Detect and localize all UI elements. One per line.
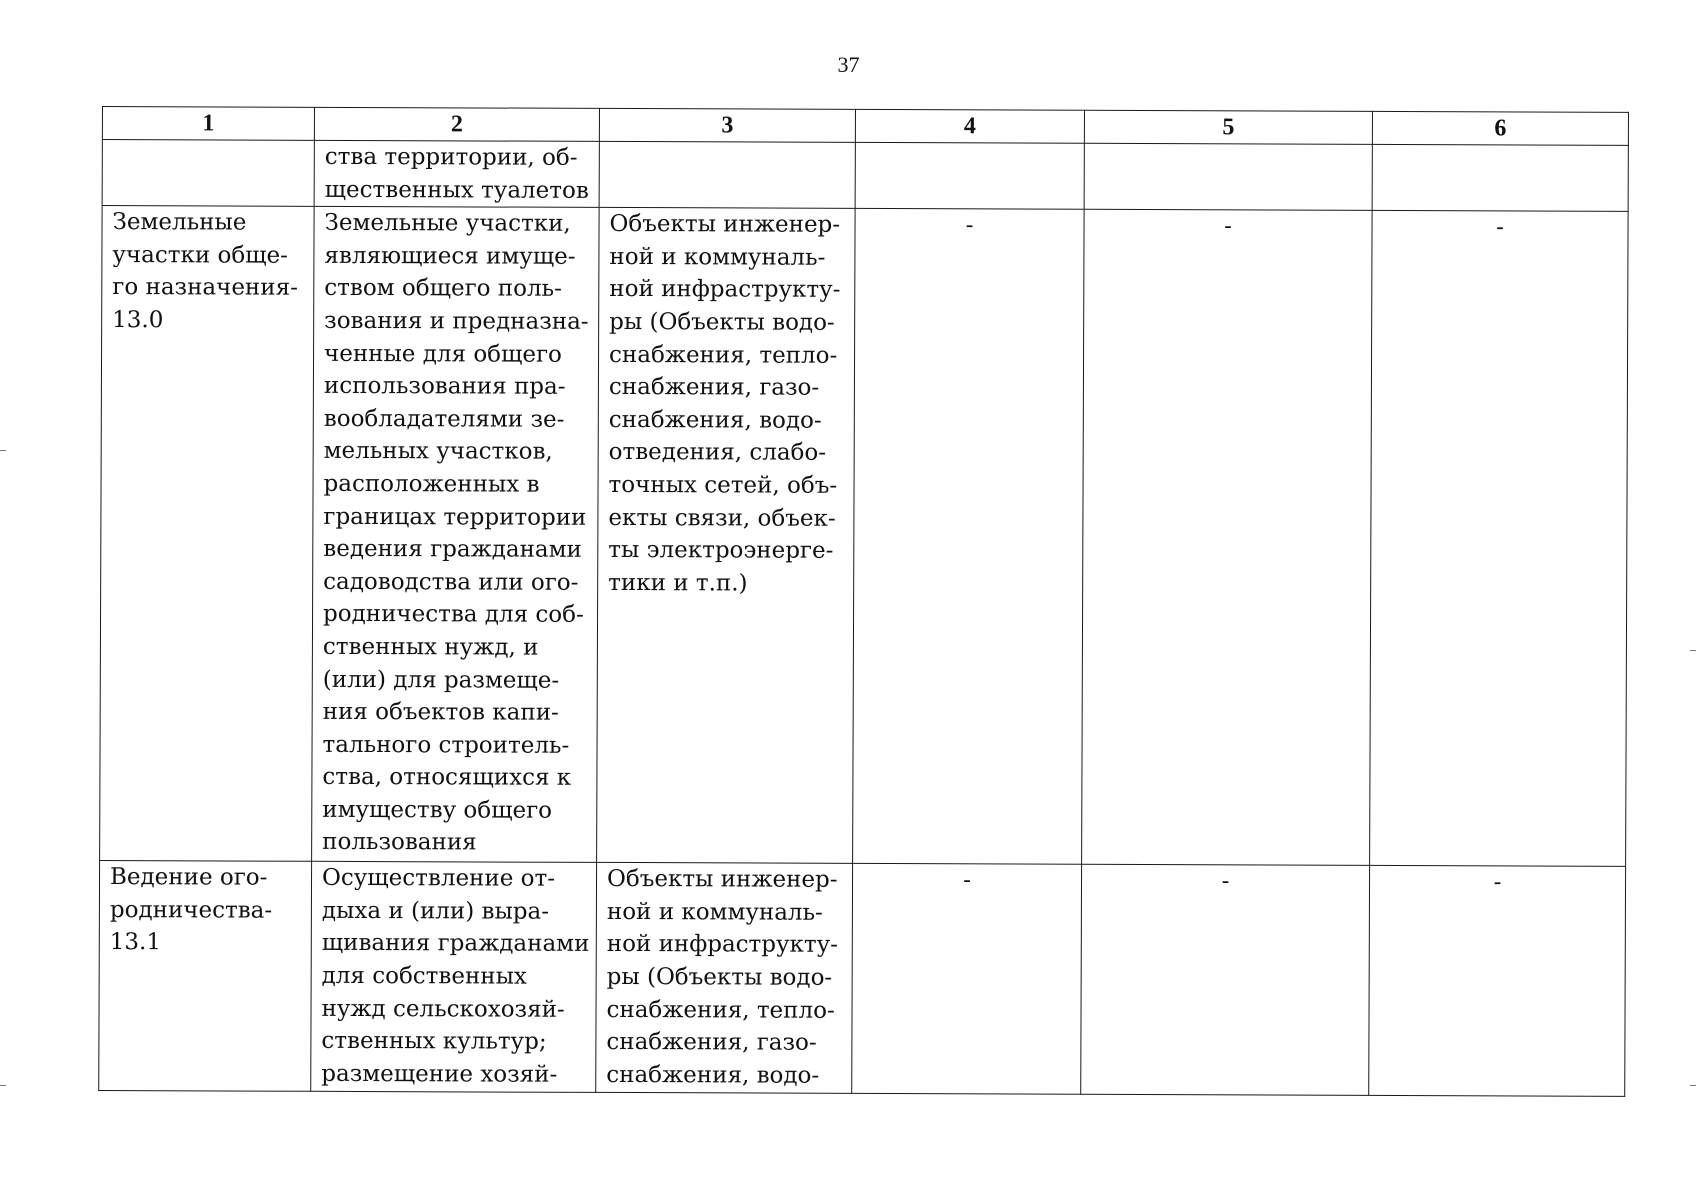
cell-text-line: снабжения, водо- [608, 406, 822, 434]
cell-text-line: Ведение ого- [109, 864, 268, 891]
cell-text-line: ственных культур; [321, 1028, 547, 1055]
cell-text-line: тики и т.п.) [608, 569, 748, 597]
cell-text-line: использования пра- [323, 373, 566, 400]
column-header-2: 2 [314, 107, 599, 141]
cell-col6: - [1369, 866, 1626, 1097]
cell-text-line: щественных туалетов [324, 176, 589, 204]
cell-text-line: снабжения, тепло- [606, 996, 835, 1024]
cell-text-line: екты связи, объек- [608, 504, 836, 532]
cell-text-line: родничества для соб- [323, 601, 584, 629]
cell-col5: - [1081, 864, 1370, 1095]
cell-text-line: Осуществление от- [321, 865, 556, 892]
cell-text-line: щивания гражданами [321, 930, 590, 958]
cell-text-line: имуществу общего [322, 796, 553, 824]
cell-text-line: ства территории, об- [324, 143, 578, 171]
cell-text-line: дыха и (или) выра- [321, 897, 550, 925]
land-use-table [98, 106, 1629, 1097]
cell-text-line: нужд сельскохозяй- [321, 995, 565, 1023]
cell-text-line: ством общего поль- [324, 275, 562, 303]
cell-col5 [1084, 143, 1372, 210]
cell-text-line: снабжения, газо- [606, 1029, 817, 1056]
cell-text-line: снабжения, газо- [608, 374, 820, 401]
scan-margin-mark [1690, 650, 1696, 651]
cell-text-line: пользования [322, 829, 477, 856]
cell-text-line: садоводства или ого- [323, 568, 579, 596]
cell-text-line: го назначения- [112, 274, 298, 302]
column-header-5: 5 [1084, 110, 1372, 144]
cell-text-line: для собственных [321, 962, 527, 990]
cell-text-line: ной и коммуналь- [609, 243, 826, 271]
cell-text-line: тального строитель- [322, 731, 570, 759]
cell-text-line: Земельные участки, [324, 210, 571, 237]
column-header-1: 1 [102, 107, 314, 141]
cell-text-line: расположенных в [323, 470, 540, 498]
cell-description [311, 861, 597, 1092]
table-row [102, 140, 1628, 212]
cell-text-line: Объекты инженер- [606, 866, 838, 894]
cell-text-line: Объекты инженер- [609, 211, 841, 239]
cell-text-line: ния объектов капи- [322, 698, 559, 726]
cell-text-line: зования и предназна- [324, 307, 589, 335]
cell-text-line: точных сетей, объ- [608, 471, 838, 499]
cell-text-line: 13.0 [112, 307, 164, 334]
cell-text-line: ной инфраструкту- [609, 276, 841, 304]
cell-use-type [100, 206, 315, 862]
cell-col4: - [853, 209, 1085, 865]
cell-text-line: ной и коммуналь- [606, 898, 823, 926]
cell-auxiliary-uses [599, 141, 855, 208]
cell-text-line: отведения, слабо- [608, 439, 827, 467]
cell-text-line: ты электроэнерге- [608, 537, 834, 564]
page-number: 37 [837, 52, 860, 77]
cell-text-line: участки обще- [112, 241, 289, 269]
cell-text-line: (или) для размеще- [322, 666, 560, 694]
cell-description [314, 140, 599, 207]
cell-col5: - [1082, 209, 1373, 865]
cell-text-line: снабжения, водо- [606, 1061, 820, 1089]
cell-description [312, 207, 600, 863]
cell-text-line: вообладателями зе- [323, 405, 565, 433]
cell-text-line: Земельные [112, 209, 247, 236]
cell-text-line: ной инфраструкту- [606, 931, 839, 959]
scan-margin-mark [0, 450, 6, 451]
cell-col6: - [1370, 211, 1629, 867]
cell-text-line: ры (Объекты водо- [609, 308, 835, 336]
table-row [99, 861, 1626, 1097]
cell-text-line: размещение хозяй- [321, 1060, 558, 1088]
cell-text-line: являющиеся имуще- [324, 242, 576, 270]
cell-text-line: ченные для общего [324, 340, 562, 368]
cell-text-line: ры (Объекты водо- [606, 963, 833, 991]
column-header-4: 4 [855, 109, 1084, 143]
cell-text-line: мельных участков, [323, 438, 553, 466]
cell-col6 [1372, 144, 1628, 211]
cell-auxiliary-uses [597, 208, 856, 864]
table-row [100, 206, 1629, 867]
cell-use-type [99, 861, 312, 1092]
column-header-3: 3 [599, 108, 855, 142]
cell-text-line: ведения гражданами [323, 535, 582, 563]
cell-text-line: границах территории [323, 503, 587, 531]
cell-use-type [102, 140, 314, 207]
cell-text-line: снабжения, тепло- [608, 341, 838, 369]
cell-text-line: ства, относящихся к [322, 764, 572, 792]
scan-margin-mark [1690, 1085, 1696, 1086]
cell-col4: - [852, 864, 1082, 1095]
cell-col4 [855, 142, 1084, 209]
cell-text-line: родничества- [109, 896, 273, 924]
cell-auxiliary-uses [596, 863, 853, 1094]
scan-margin-mark [0, 1085, 6, 1086]
cell-text-line: ственных нужд, и [322, 633, 539, 661]
cell-text-line: 13.1 [109, 929, 162, 956]
column-header-6: 6 [1372, 111, 1628, 145]
